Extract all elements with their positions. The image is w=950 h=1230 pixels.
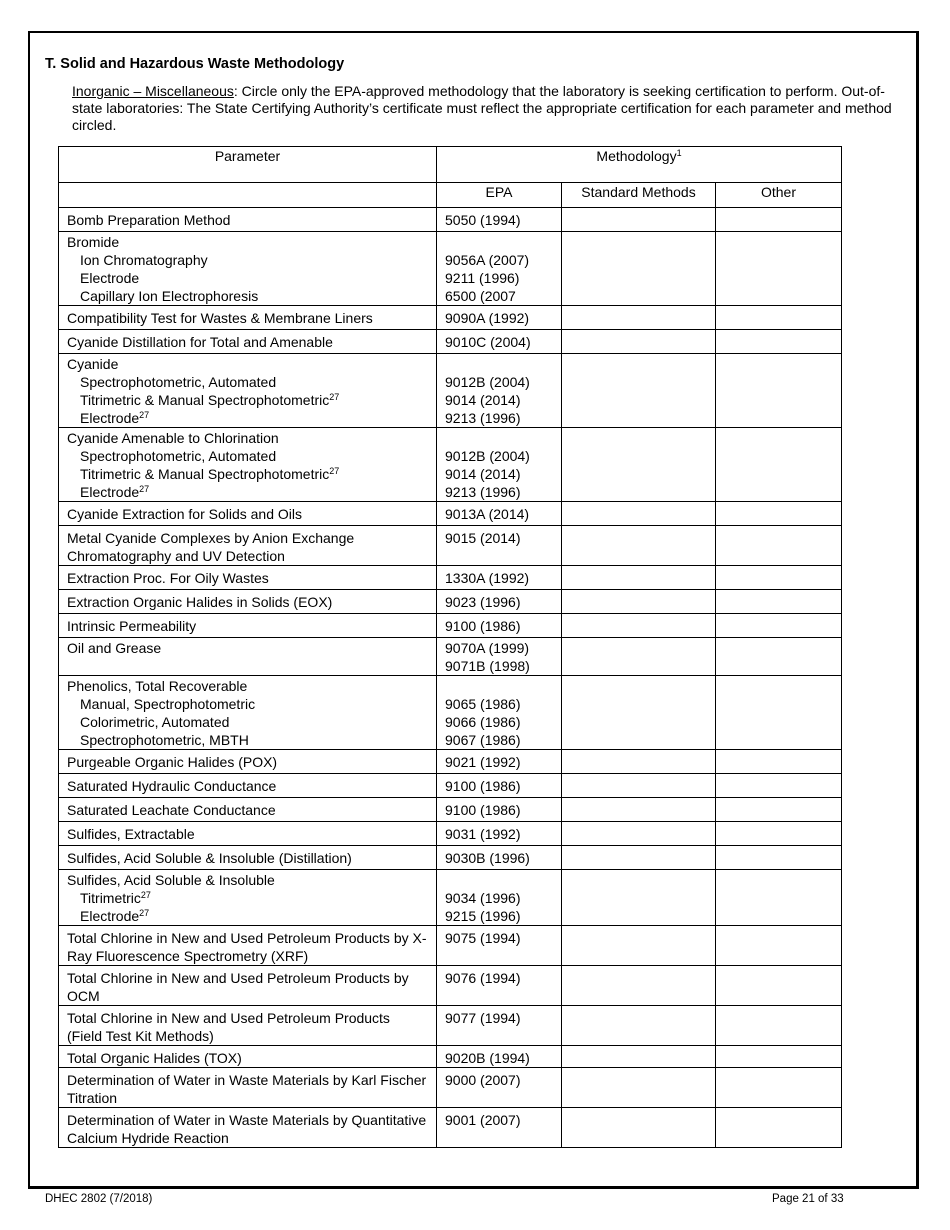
table-row xyxy=(59,590,842,614)
parameter-label: Purgeable Organic Halides (POX) xyxy=(67,754,278,770)
epa-method: 9071B (1998) xyxy=(445,658,530,674)
other-method-cell xyxy=(716,330,842,354)
parameter-cell xyxy=(59,1108,437,1148)
parameter-label: Cyanide xyxy=(67,356,119,372)
parameter-cell xyxy=(59,774,437,798)
parameter-cell xyxy=(59,846,437,870)
parameter-cell xyxy=(59,208,437,232)
epa-method-cell xyxy=(437,354,562,428)
epa-method-cell xyxy=(437,798,562,822)
standard-methods-cell xyxy=(562,428,716,502)
parameter-cell xyxy=(59,798,437,822)
methodology-table xyxy=(58,146,842,1148)
other-method-cell xyxy=(716,774,842,798)
parameter-cell xyxy=(59,1006,437,1046)
parameter-label: Oil and Grease xyxy=(67,640,162,656)
intro-paragraph xyxy=(72,83,912,134)
parameter-cell xyxy=(59,428,437,502)
epa-method: 9215 (1996) xyxy=(445,908,521,924)
header-parameter: Parameter xyxy=(59,147,437,183)
epa-method-cell xyxy=(437,232,562,306)
parameter-cell xyxy=(59,822,437,846)
standard-methods-cell xyxy=(562,590,716,614)
epa-method: 6500 (2007 xyxy=(445,288,516,304)
epa-method: 9065 (1986) xyxy=(445,696,521,712)
standard-methods-cell xyxy=(562,208,716,232)
standard-methods-cell xyxy=(562,798,716,822)
epa-method: 9100 (1986) xyxy=(445,802,521,818)
parameter-sub-item: Manual, Spectrophotometric xyxy=(80,696,256,712)
parameter-cell xyxy=(59,590,437,614)
footnote-marker: 27 xyxy=(139,484,150,494)
other-method-cell xyxy=(716,232,842,306)
epa-method: 9030B (1996) xyxy=(445,850,530,866)
footnote-marker: 27 xyxy=(140,890,151,900)
epa-method: 9000 (2007) xyxy=(445,1072,521,1088)
standard-methods-cell xyxy=(562,614,716,638)
parameter-label: Metal Cyanide Complexes by Anion Exchange Chromatography and UV Detection xyxy=(67,530,355,564)
parameter-cell xyxy=(59,614,437,638)
footer-page-number: Page 21 of 33 xyxy=(772,1193,844,1205)
parameter-sub-item: Spectrophotometric, Automated xyxy=(80,448,277,464)
parameter-label: Total Chlorine in New and Used Petroleum Products by OCM xyxy=(67,970,409,1004)
parameter-cell xyxy=(59,1068,437,1108)
other-method-cell xyxy=(716,566,842,590)
parameter-label: Sulfides, Acid Soluble & Insoluble xyxy=(67,872,275,888)
epa-method: 9213 (1996) xyxy=(445,410,521,426)
standard-methods-cell xyxy=(562,676,716,750)
standard-methods-cell xyxy=(562,774,716,798)
epa-method-cell xyxy=(437,926,562,966)
table-row xyxy=(59,676,842,750)
footer-form-number: DHEC 2802 (7/2018) xyxy=(45,1193,153,1205)
other-method-cell xyxy=(716,638,842,676)
header-row-2 xyxy=(59,183,842,208)
table-row xyxy=(59,1108,842,1148)
epa-method: 9021 (1992) xyxy=(445,754,521,770)
intro-text: : Circle only the EPA-approved methodology that the laboratory is seeking certification to perform. Out-of-state laboratories: The State Certifying Authority’s certificate must reflect the appropriate certification for each parameter and method circled. xyxy=(72,83,892,133)
parameter-label: Extraction Proc. For Oily Wastes xyxy=(67,570,269,586)
parameter-label: Sulfides, Acid Soluble & Insoluble (Distillation) xyxy=(67,850,352,866)
parameter-cell xyxy=(59,676,437,750)
table-row xyxy=(59,614,842,638)
header-epa: EPA xyxy=(437,183,562,208)
standard-methods-cell xyxy=(562,1046,716,1068)
epa-method: 9012B (2004) xyxy=(445,374,530,390)
epa-method: 9012B (2004) xyxy=(445,448,530,464)
epa-method-cell xyxy=(437,638,562,676)
epa-method-cell xyxy=(437,330,562,354)
parameter-label: Total Chlorine in New and Used Petroleum Products (Field Test Kit Methods) xyxy=(67,1010,390,1044)
epa-method: 9023 (1996) xyxy=(445,594,521,610)
parameter-cell xyxy=(59,232,437,306)
parameter-sub-item: Spectrophotometric, MBTH xyxy=(80,732,249,748)
other-method-cell xyxy=(716,614,842,638)
parameter-sub-item: Titrimetric$^{27}$ xyxy=(80,890,151,906)
epa-method-cell xyxy=(437,676,562,750)
standard-methods-cell xyxy=(562,926,716,966)
epa-method: 5050 (1994) xyxy=(445,212,521,228)
header-row-1 xyxy=(59,147,842,183)
epa-method: 9001 (2007) xyxy=(445,1112,521,1128)
epa-method-cell xyxy=(437,566,562,590)
table-row xyxy=(59,526,842,566)
epa-method: 9020B (1994) xyxy=(445,1050,530,1066)
header-methodology-footnote: 1 xyxy=(676,148,682,158)
epa-method-cell xyxy=(437,750,562,774)
table-row xyxy=(59,330,842,354)
standard-methods-cell xyxy=(562,232,716,306)
standard-methods-cell xyxy=(562,502,716,526)
table-row xyxy=(59,966,842,1006)
other-method-cell xyxy=(716,428,842,502)
parameter-label: Total Organic Halides (TOX) xyxy=(67,1050,242,1066)
epa-method-cell xyxy=(437,306,562,330)
parameter-label: Cyanide Extraction for Solids and Oils xyxy=(67,506,302,522)
other-method-cell xyxy=(716,306,842,330)
table-row xyxy=(59,1006,842,1046)
footnote-marker: 27 xyxy=(139,410,150,420)
footnote-marker: 27 xyxy=(329,392,340,402)
header-standard-methods: Standard Methods xyxy=(562,183,716,208)
parameter-label: Determination of Water in Waste Materials by Quantitative Calcium Hydride Reaction xyxy=(67,1112,427,1146)
standard-methods-cell xyxy=(562,750,716,774)
table-row xyxy=(59,208,842,232)
other-method-cell xyxy=(716,502,842,526)
epa-method-cell xyxy=(437,208,562,232)
epa-method-cell xyxy=(437,502,562,526)
table-row xyxy=(59,232,842,306)
epa-method: 9213 (1996) xyxy=(445,484,521,500)
standard-methods-cell xyxy=(562,822,716,846)
parameter-cell xyxy=(59,1046,437,1068)
epa-method: 9015 (2014) xyxy=(445,530,521,546)
table-row xyxy=(59,502,842,526)
header-blank xyxy=(59,183,437,208)
parameter-label: Extraction Organic Halides in Solids (EOX) xyxy=(67,594,333,610)
table-row xyxy=(59,870,842,926)
parameter-cell xyxy=(59,638,437,676)
standard-methods-cell xyxy=(562,1108,716,1148)
parameter-sub-item: Titrimetric & Manual Spectrophotometric$^{27}$ xyxy=(80,392,340,408)
epa-method: 9034 (1996) xyxy=(445,890,521,906)
standard-methods-cell xyxy=(562,354,716,428)
parameter-label: Saturated Leachate Conductance xyxy=(67,802,276,818)
table-row xyxy=(59,354,842,428)
parameter-sub-item: Capillary Ion Electrophoresis xyxy=(80,288,259,304)
table-row xyxy=(59,822,842,846)
table-row xyxy=(59,1068,842,1108)
epa-method: 9100 (1986) xyxy=(445,778,521,794)
table-row xyxy=(59,638,842,676)
parameter-sub-item: Electrode$^{27}$ xyxy=(80,908,150,924)
standard-methods-cell xyxy=(562,1068,716,1108)
parameter-label: Cyanide Distillation for Total and Amenable xyxy=(67,334,333,350)
parameter-label: Bromide xyxy=(67,234,120,250)
other-method-cell xyxy=(716,676,842,750)
epa-method-cell xyxy=(437,846,562,870)
other-method-cell xyxy=(716,750,842,774)
epa-method: 9090A (1992) xyxy=(445,310,530,326)
footnote-marker: 27 xyxy=(329,466,340,476)
parameter-label: Saturated Hydraulic Conductance xyxy=(67,778,277,794)
epa-method-cell xyxy=(437,774,562,798)
epa-method-cell xyxy=(437,1006,562,1046)
parameter-sub-item: Ion Chromatography xyxy=(80,252,208,268)
other-method-cell xyxy=(716,798,842,822)
other-method-cell xyxy=(716,354,842,428)
standard-methods-cell xyxy=(562,330,716,354)
parameter-cell xyxy=(59,926,437,966)
parameter-label: Phenolics, Total Recoverable xyxy=(67,678,248,694)
parameter-sub-item: Titrimetric & Manual Spectrophotometric$^{27}$ xyxy=(80,466,340,482)
epa-method-cell xyxy=(437,590,562,614)
other-method-cell xyxy=(716,208,842,232)
other-method-cell xyxy=(716,870,842,926)
other-method-cell xyxy=(716,1108,842,1148)
parameter-cell xyxy=(59,566,437,590)
standard-methods-cell xyxy=(562,526,716,566)
parameter-cell xyxy=(59,306,437,330)
table-row xyxy=(59,1046,842,1068)
epa-method: 9010C (2004) xyxy=(445,334,531,350)
parameter-label: Intrinsic Permeability xyxy=(67,618,197,634)
parameter-cell xyxy=(59,354,437,428)
other-method-cell xyxy=(716,846,842,870)
epa-method-cell xyxy=(437,870,562,926)
parameter-sub-item: Electrode xyxy=(80,270,140,286)
table-row xyxy=(59,846,842,870)
parameter-sub-item: Electrode$^{27}$ xyxy=(80,484,150,500)
other-method-cell xyxy=(716,590,842,614)
parameter-sub-item: Colorimetric, Automated xyxy=(80,714,230,730)
epa-method: 9070A (1999) xyxy=(445,640,530,656)
epa-method: 9056A (2007) xyxy=(445,252,530,268)
other-method-cell xyxy=(716,926,842,966)
table-row xyxy=(59,774,842,798)
epa-method: 9076 (1994) xyxy=(445,970,521,986)
epa-method: 9075 (1994) xyxy=(445,930,521,946)
epa-method: 9067 (1986) xyxy=(445,732,521,748)
footnote-marker: 27 xyxy=(139,908,150,918)
parameter-label: Determination of Water in Waste Materials by Karl Fischer Titration xyxy=(67,1072,427,1106)
parameter-label: Compatibility Test for Wastes & Membrane Liners xyxy=(67,310,373,326)
parameter-cell xyxy=(59,750,437,774)
standard-methods-cell xyxy=(562,1006,716,1046)
intro-label: Inorganic – Miscellaneous xyxy=(72,83,234,99)
other-method-cell xyxy=(716,966,842,1006)
epa-method: 9031 (1992) xyxy=(445,826,521,842)
epa-method: 9100 (1986) xyxy=(445,618,521,634)
epa-method: 9211 (1996) xyxy=(445,270,520,286)
other-method-cell xyxy=(716,526,842,566)
parameter-cell xyxy=(59,870,437,926)
epa-method: 9066 (1986) xyxy=(445,714,521,730)
header-methodology: Methodology$^1$ xyxy=(437,147,842,183)
parameter-cell xyxy=(59,526,437,566)
parameter-label: Total Chlorine in New and Used Petroleum Products by X-Ray Fluorescence Spectrometry (XRF) xyxy=(67,930,427,964)
header-other: Other xyxy=(716,183,842,208)
epa-method-cell xyxy=(437,966,562,1006)
table-row xyxy=(59,798,842,822)
epa-method-cell xyxy=(437,1108,562,1148)
table-row xyxy=(59,750,842,774)
other-method-cell xyxy=(716,822,842,846)
standard-methods-cell xyxy=(562,638,716,676)
standard-methods-cell xyxy=(562,870,716,926)
epa-method-cell xyxy=(437,614,562,638)
table-row xyxy=(59,926,842,966)
parameter-sub-item: Spectrophotometric, Automated xyxy=(80,374,277,390)
parameter-cell xyxy=(59,502,437,526)
epa-method-cell xyxy=(437,1046,562,1068)
epa-method-cell xyxy=(437,822,562,846)
parameter-cell xyxy=(59,330,437,354)
standard-methods-cell xyxy=(562,306,716,330)
table-row xyxy=(59,566,842,590)
epa-method-cell xyxy=(437,526,562,566)
parameter-label: Bomb Preparation Method xyxy=(67,212,231,228)
parameter-label: Cyanide Amenable to Chlorination xyxy=(67,430,279,446)
epa-method: 9077 (1994) xyxy=(445,1010,521,1026)
standard-methods-cell xyxy=(562,846,716,870)
parameter-label: Sulfides, Extractable xyxy=(67,826,195,842)
standard-methods-cell xyxy=(562,566,716,590)
standard-methods-cell xyxy=(562,966,716,1006)
other-method-cell xyxy=(716,1068,842,1108)
epa-method: 9014 (2014) xyxy=(445,392,521,408)
parameter-cell xyxy=(59,966,437,1006)
epa-method: 9014 (2014) xyxy=(445,466,521,482)
parameter-sub-item: Electrode$^{27}$ xyxy=(80,410,150,426)
other-method-cell xyxy=(716,1006,842,1046)
epa-method: 1330A (1992) xyxy=(445,570,530,586)
other-method-cell xyxy=(716,1046,842,1068)
epa-method-cell xyxy=(437,428,562,502)
epa-method: 9013A (2014) xyxy=(445,506,530,522)
epa-method-cell xyxy=(437,1068,562,1108)
table-row xyxy=(59,306,842,330)
table-row xyxy=(59,428,842,502)
section-title: T. Solid and Hazardous Waste Methodology xyxy=(45,56,345,72)
